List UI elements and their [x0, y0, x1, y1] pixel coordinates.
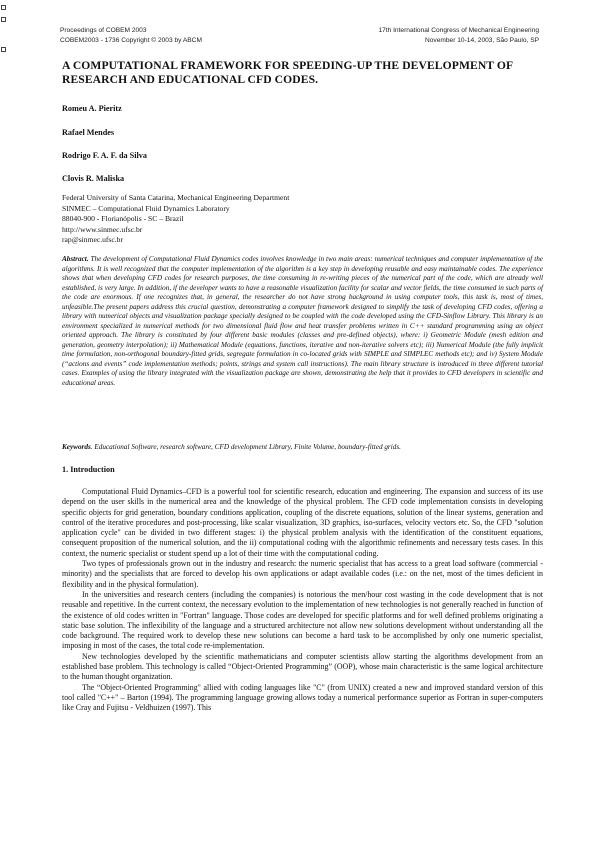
affiliation-line: 88040-900 - Florianópolis - SC – Brazil — [62, 214, 184, 224]
introduction-body — [62, 487, 543, 714]
abstract-label: Abstract. — [62, 255, 89, 263]
paragraph: Computational Fluid Dynamics–CFD is a powerful tool for scientific research, education and engineering. The expansion and success of its use depend on the user skills in the numerical area and the knowledge of the physical problem. The CFD code implementation consists in developing specific objects for grid generation, boundary conditions application, coupling of the discrete equations, solution of the linear systems, generation and control of the iterative procedures and post-processing, like scalar visualization, 3D graphics, iso-surfaces, velocity vectors etc. So, the CFD "solution application cycle" can be divided in two different stages: i) the physical problem analysis with the identification of the constituent equations, consequent proposition of the numerical solution, and the ii) computational coding with the algorithmic refinements and necessary tests cases. In this context, the numeric specialist or student spend up a lot of their time with the computational coding. — [62, 487, 543, 558]
affiliation-line: Federal University of Santa Catarina, Mechanical Engineering Department — [62, 193, 290, 202]
affiliation-url[interactable]: http://www.sinmec.ufsc.br — [62, 224, 143, 234]
header-right-line2: November 10-14, 2003, São Paulo, SP — [425, 37, 539, 44]
section-title: 1. Introduction — [62, 465, 115, 474]
paragraph: New technologies developed by the scientific mathematicians and computer scientists allow starting the algorithms development from an established base problem. This technology is called “Object-Oriented Programming” (OOP), whose main characteristic is the same logical architecture to the human thought organization. — [62, 651, 543, 682]
abstract-text: The development of Computational Fluid Dynamics codes involves knowledge in two main areas: numerical techniques and computer implementation of the algorithms. It is well recognized that the computer implementation of the algorithm is a key step in developing reusable and easy maintainable codes. The experience shows that when developing CFD codes for research purposes, the time consuming in re-writing pieces of the numerical part of the code, which are already well established, is very large. In addition, if the developer wants to have a reasonable visualization facility for scalar and vector fields, the time consumed in such parts of the code are enormous. If one recognizes that, in general, the researcher do not have strong background in using computer tools, this task is, most of times, unfeasible.The present papers address this crucial question, demonstrating a computer framework designed to simplify the task of developing CFD codes, offering a library with numerical objects and visualization package specially designed to be coupled with the code developed using the CFD-Sinflow Library. This library is an environment specialized in numerical methods for two dimensional fluid flow and heat transfer problems written in C++ standard programming using an object oriented approach. The library is constituted by four different basic modules (classes and pre-defined objects), where: i) Geometric Module (mesh edition and generation, geometry interpolation); ii) Mathematical Module (equations, functions, iterative and non-iterative solvers etc); iii) Numerical Module (the fully implicit time formulation, non-orthogonal boundary-fitted grids, segregate formulation in co-located grids with SIMPLE and SIMPLEC methods etc); and iv) System Module (“actions and events” code implementation methods; points, strings and system call instructions). The main library structure is introduced in three different tutorial cases. Examples of using the library integrated with the visualization package are shown, demonstrating the help that it provides to CFD developers in scientific and educational areas. — [62, 255, 543, 387]
keywords-label: Keywords — [62, 443, 91, 451]
affiliation — [62, 193, 289, 246]
margin-square-icon — [1, 47, 6, 52]
author-name: Clovis R. Maliska — [62, 174, 125, 183]
header-left-line2: COBEM2003 - 1736 Copyright © 2003 by ABCM — [60, 37, 202, 44]
paragraph: In the universities and research centers (including the companies) is notorious the men/hour cost wasting in the code development that is not reusable and repetitive. In the current context, the necessary evolution to the implementation of new technologies is not generally reached in function of the existence of old codes written in "Fortran" language. Those codes are developed for specific platforms and for well defined problems originating a static base solution. The inflexibility of the language and a structured architecture not allow new solutions development without understanding all the code background. The required work to develop these new solutions can become a hard task to be accomplished by only one numeric specialist, imposing in most of the cases, the total code re-implementation. — [62, 589, 543, 651]
affiliation-email[interactable]: rap@sinmec.ufsc.br — [62, 235, 123, 245]
keywords-text: . Educational Software, research software, CFD development Library, Finite Volume, boundary-fitted grids. — [90, 443, 401, 451]
author-name: Rodrigo F. A. F. da Silva — [62, 151, 147, 160]
paragraph: Two types of professionals grown out in the industry and research: the numeric specialist that has access to a great load software (commercial - minority) and the specialists that are forced to develop his own applications or adapt available codes (i.e.: on the net, most of the times deficient in flexibility and in the physical formulation). — [62, 559, 543, 589]
margin-square-icon — [1, 17, 6, 22]
header-right-line1: 17th International Congress of Mechanical Engineering — [378, 27, 539, 34]
abstract — [62, 255, 543, 388]
paper-title: A COMPUTATIONAL FRAMEWORK FOR SPEEDING-UP THE DEVELOPMENT OF RESEARCH AND EDUCATIONAL CFD CODES. — [62, 59, 513, 86]
author-name: Romeu A. Pieritz — [62, 104, 122, 113]
margin-square-icon — [1, 5, 6, 10]
affiliation-line: SINMEC – Computational Fluid Dynamics Laboratory — [62, 203, 230, 213]
paragraph: The “Object-Oriented Programming" allied with coding languages like "C" (from UNIX) created a new and improved standard version of this tool called "C++" – Barton (1994). The programming language growing allows today a numerical performance superior as Fortran in super-computers like Cray and Fujitsu - Veldhuizen (1997). This — [62, 682, 543, 713]
author-name: Rafael Mendes — [62, 128, 115, 137]
header-left-line1: Proceedings of COBEM 2003 — [60, 27, 147, 34]
keywords — [62, 443, 543, 451]
